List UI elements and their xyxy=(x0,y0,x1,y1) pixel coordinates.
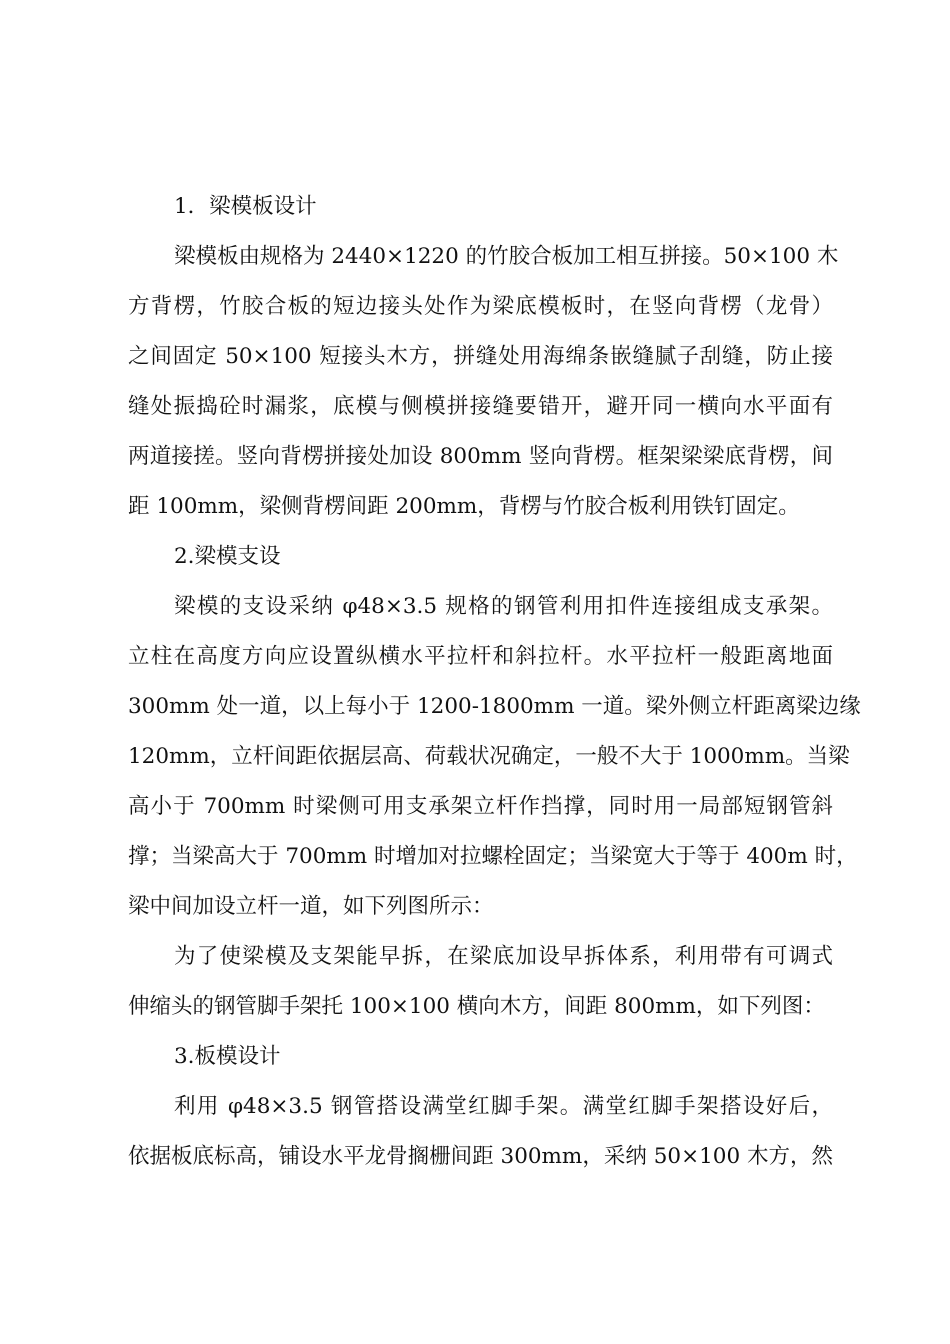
paragraph-line: 方背楞，竹胶合板的短边接头处作为梁底模板时，在竖向背楞（龙骨） xyxy=(128,294,833,319)
paragraph-line: 撑；当梁高大于 700mm 时增加对拉螺栓固定；当梁宽大于等于 400m 时， xyxy=(128,844,858,869)
paragraph-line: 梁中间加设立杆一道，如下列图所示： xyxy=(128,894,494,919)
paragraph-line: 两道接搓。竖向背楞拼接处加设 800mm 竖向背楞。框架梁梁底背楞，间 xyxy=(128,444,833,469)
paragraph-line: 梁模的支设采纳 φ48×3.5 规格的钢管利用扣件连接组成支承架。 xyxy=(174,594,833,619)
section-heading-beam-formwork-support: 2.梁模支设 xyxy=(174,544,281,569)
section-heading-slab-formwork-design: 3.板模设计 xyxy=(174,1044,281,1069)
paragraph-line: 300mm 处一道，以上每小于 1200-1800mm 一道。梁外侧立杆距离梁边缘 xyxy=(128,694,861,719)
paragraph-line: 高小于 700mm 时梁侧可用支承架立杆作挡撑，同时用一局部短钢管斜 xyxy=(128,794,833,819)
paragraph-line: 距 100mm，梁侧背楞间距 200mm，背楞与竹胶合板利用铁钉固定。 xyxy=(128,494,800,519)
paragraph-line: 伸缩头的钢管脚手架托 100×100 横向木方，间距 800mm，如下列图： xyxy=(128,994,825,1019)
paragraph-line: 120mm，立杆间距依据层高、荷载状况确定，一般不大于 1000mm。当梁 xyxy=(128,744,850,769)
paragraph-line: 缝处振捣砼时漏浆，底模与侧模拼接缝要错开，避开同一横向水平面有 xyxy=(128,394,833,419)
paragraph-line: 立柱在高度方向应设置纵横水平拉杆和斜拉杆。水平拉杆一般距离地面 xyxy=(128,644,833,669)
paragraph-line: 为了使梁模及支架能早拆，在梁底加设早拆体系，利用带有可调式 xyxy=(174,944,833,969)
paragraph-line: 之间固定 50×100 短接头木方，拼缝处用海绵条嵌缝腻子刮缝，防止接 xyxy=(128,344,833,369)
paragraph-line: 利用 φ48×3.5 钢管搭设满堂红脚手架。满堂红脚手架搭设好后， xyxy=(174,1094,833,1119)
paragraph-line: 梁模板由规格为 2440×1220 的竹胶合板加工相互拼接。50×100 木 xyxy=(174,244,839,269)
paragraph-line: 依据板底标高，铺设水平龙骨搁栅间距 300mm，采纳 50×100 木方，然 xyxy=(128,1144,833,1169)
section-heading-beam-formwork-design: 1．梁模板设计 xyxy=(174,194,317,219)
